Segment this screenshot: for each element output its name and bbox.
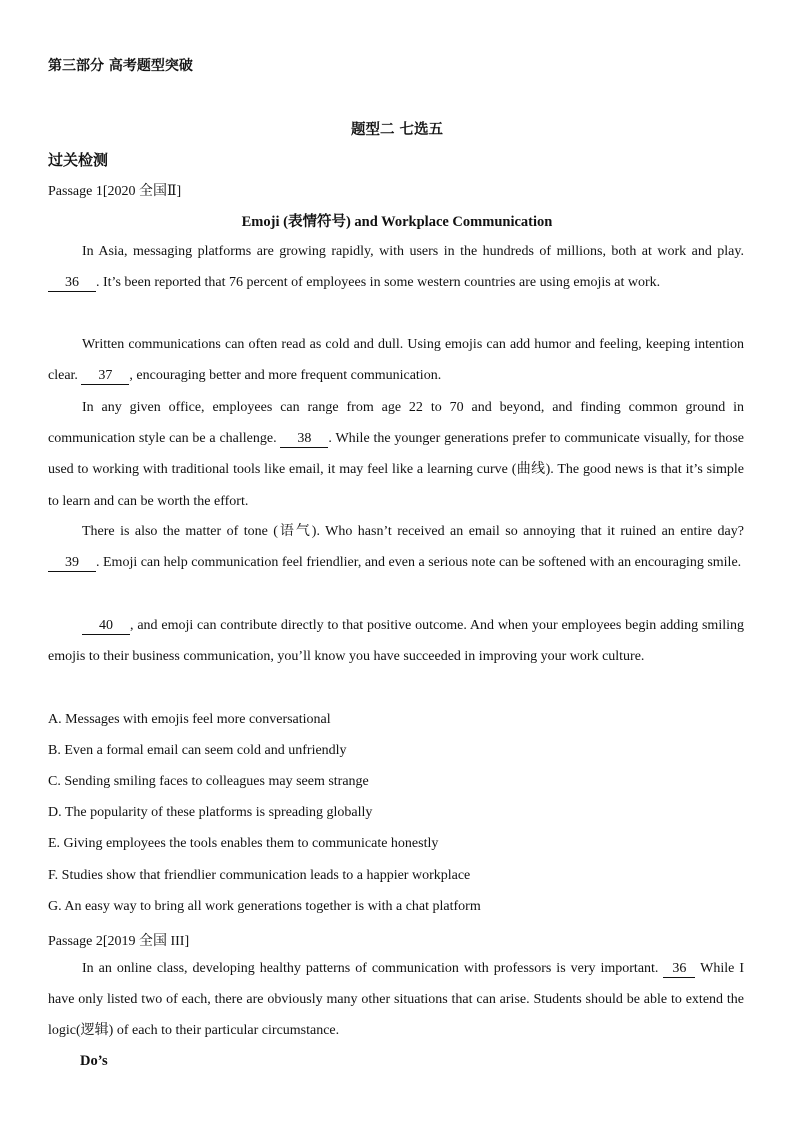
passage1-title: Emoji (表情符号) and Workplace Communication [241, 214, 553, 230]
option-a: A. Messages with emojis feel more conversational [48, 712, 331, 727]
blank-39: 39 [48, 555, 96, 572]
passage1-paragraph-4: There is also the matter of tone (语气). Who hasn’t received an email so annoying that it ruined an entire day? 39 . Emoji can help communication feel friendlier, and even a serious note can be softened with an encouraging smile. [48, 516, 744, 578]
option-f: F. Studies show that friendlier communication leads to a happier workplace [48, 868, 471, 883]
test-subheading: 过关检测 [48, 151, 109, 169]
blank-40: 40 [82, 618, 130, 635]
blank-36: 36 [48, 275, 96, 292]
passage1-paragraph-2: Written communications can often read as cold and dull. Using emojis can add humor and feeling, keeping intention clear. 37 , encouraging better and more frequent communication. [48, 337, 744, 384]
blank-38: 38 [280, 431, 328, 448]
passage1-label: Passage 1[2020 全国Ⅱ] [48, 184, 182, 199]
passage1-paragraph-3: In any given office, employees can range from age 22 to 70 and beyond, and finding common ground in communication style can be a challenge. 38 . While the younger generations prefer to communicate visually, for those used to working with traditional tools like email, it may feel like a learning curve (曲线). The good news is that it’s simple to learn and can be worth the effort. [48, 400, 744, 509]
option-d: D. The popularity of these platforms is spreading globally [48, 805, 373, 820]
passage1-paragraph-1: In Asia, messaging platforms are growing rapidly, with users in the hundreds of millions, both at work and play. 36 . It’s been reported that 76 percent of employees in some western countries are using emojis at work. [48, 236, 744, 298]
passage1-paragraph-5: 40 , and emoji can contribute directly to that positive outcome. And when your employees begin adding smiling emojis to their business communication, you’ll know you have succeeded in improving your work culture. [48, 618, 744, 665]
option-c: C. Sending smiling faces to colleagues may seem strange [48, 774, 369, 789]
question-type-heading: 题型二 七选五 [350, 122, 444, 138]
passage2-label: Passage 2[2019 全国 III] [48, 934, 190, 949]
option-b: B. Even a formal email can seem cold and unfriendly [48, 743, 347, 758]
option-e: E. Giving employees the tools enables them to communicate honestly [48, 836, 439, 851]
section-title: 第三部分 高考题型突破 [48, 58, 193, 74]
passage2-blank-36: 36 [663, 961, 695, 978]
dos-heading: Do’s [80, 1053, 108, 1069]
passage2-paragraph-1: In an online class, developing healthy patterns of communication with professors is very important. 36 While I have only listed two of each, there are obviously many other situations that can arise. Students should be able to extend the logic(逻辑) of each to their particular circumstance. [48, 961, 744, 1039]
option-g: G. An easy way to bring all work generations together is with a chat platform [48, 899, 481, 914]
blank-37: 37 [81, 368, 129, 385]
